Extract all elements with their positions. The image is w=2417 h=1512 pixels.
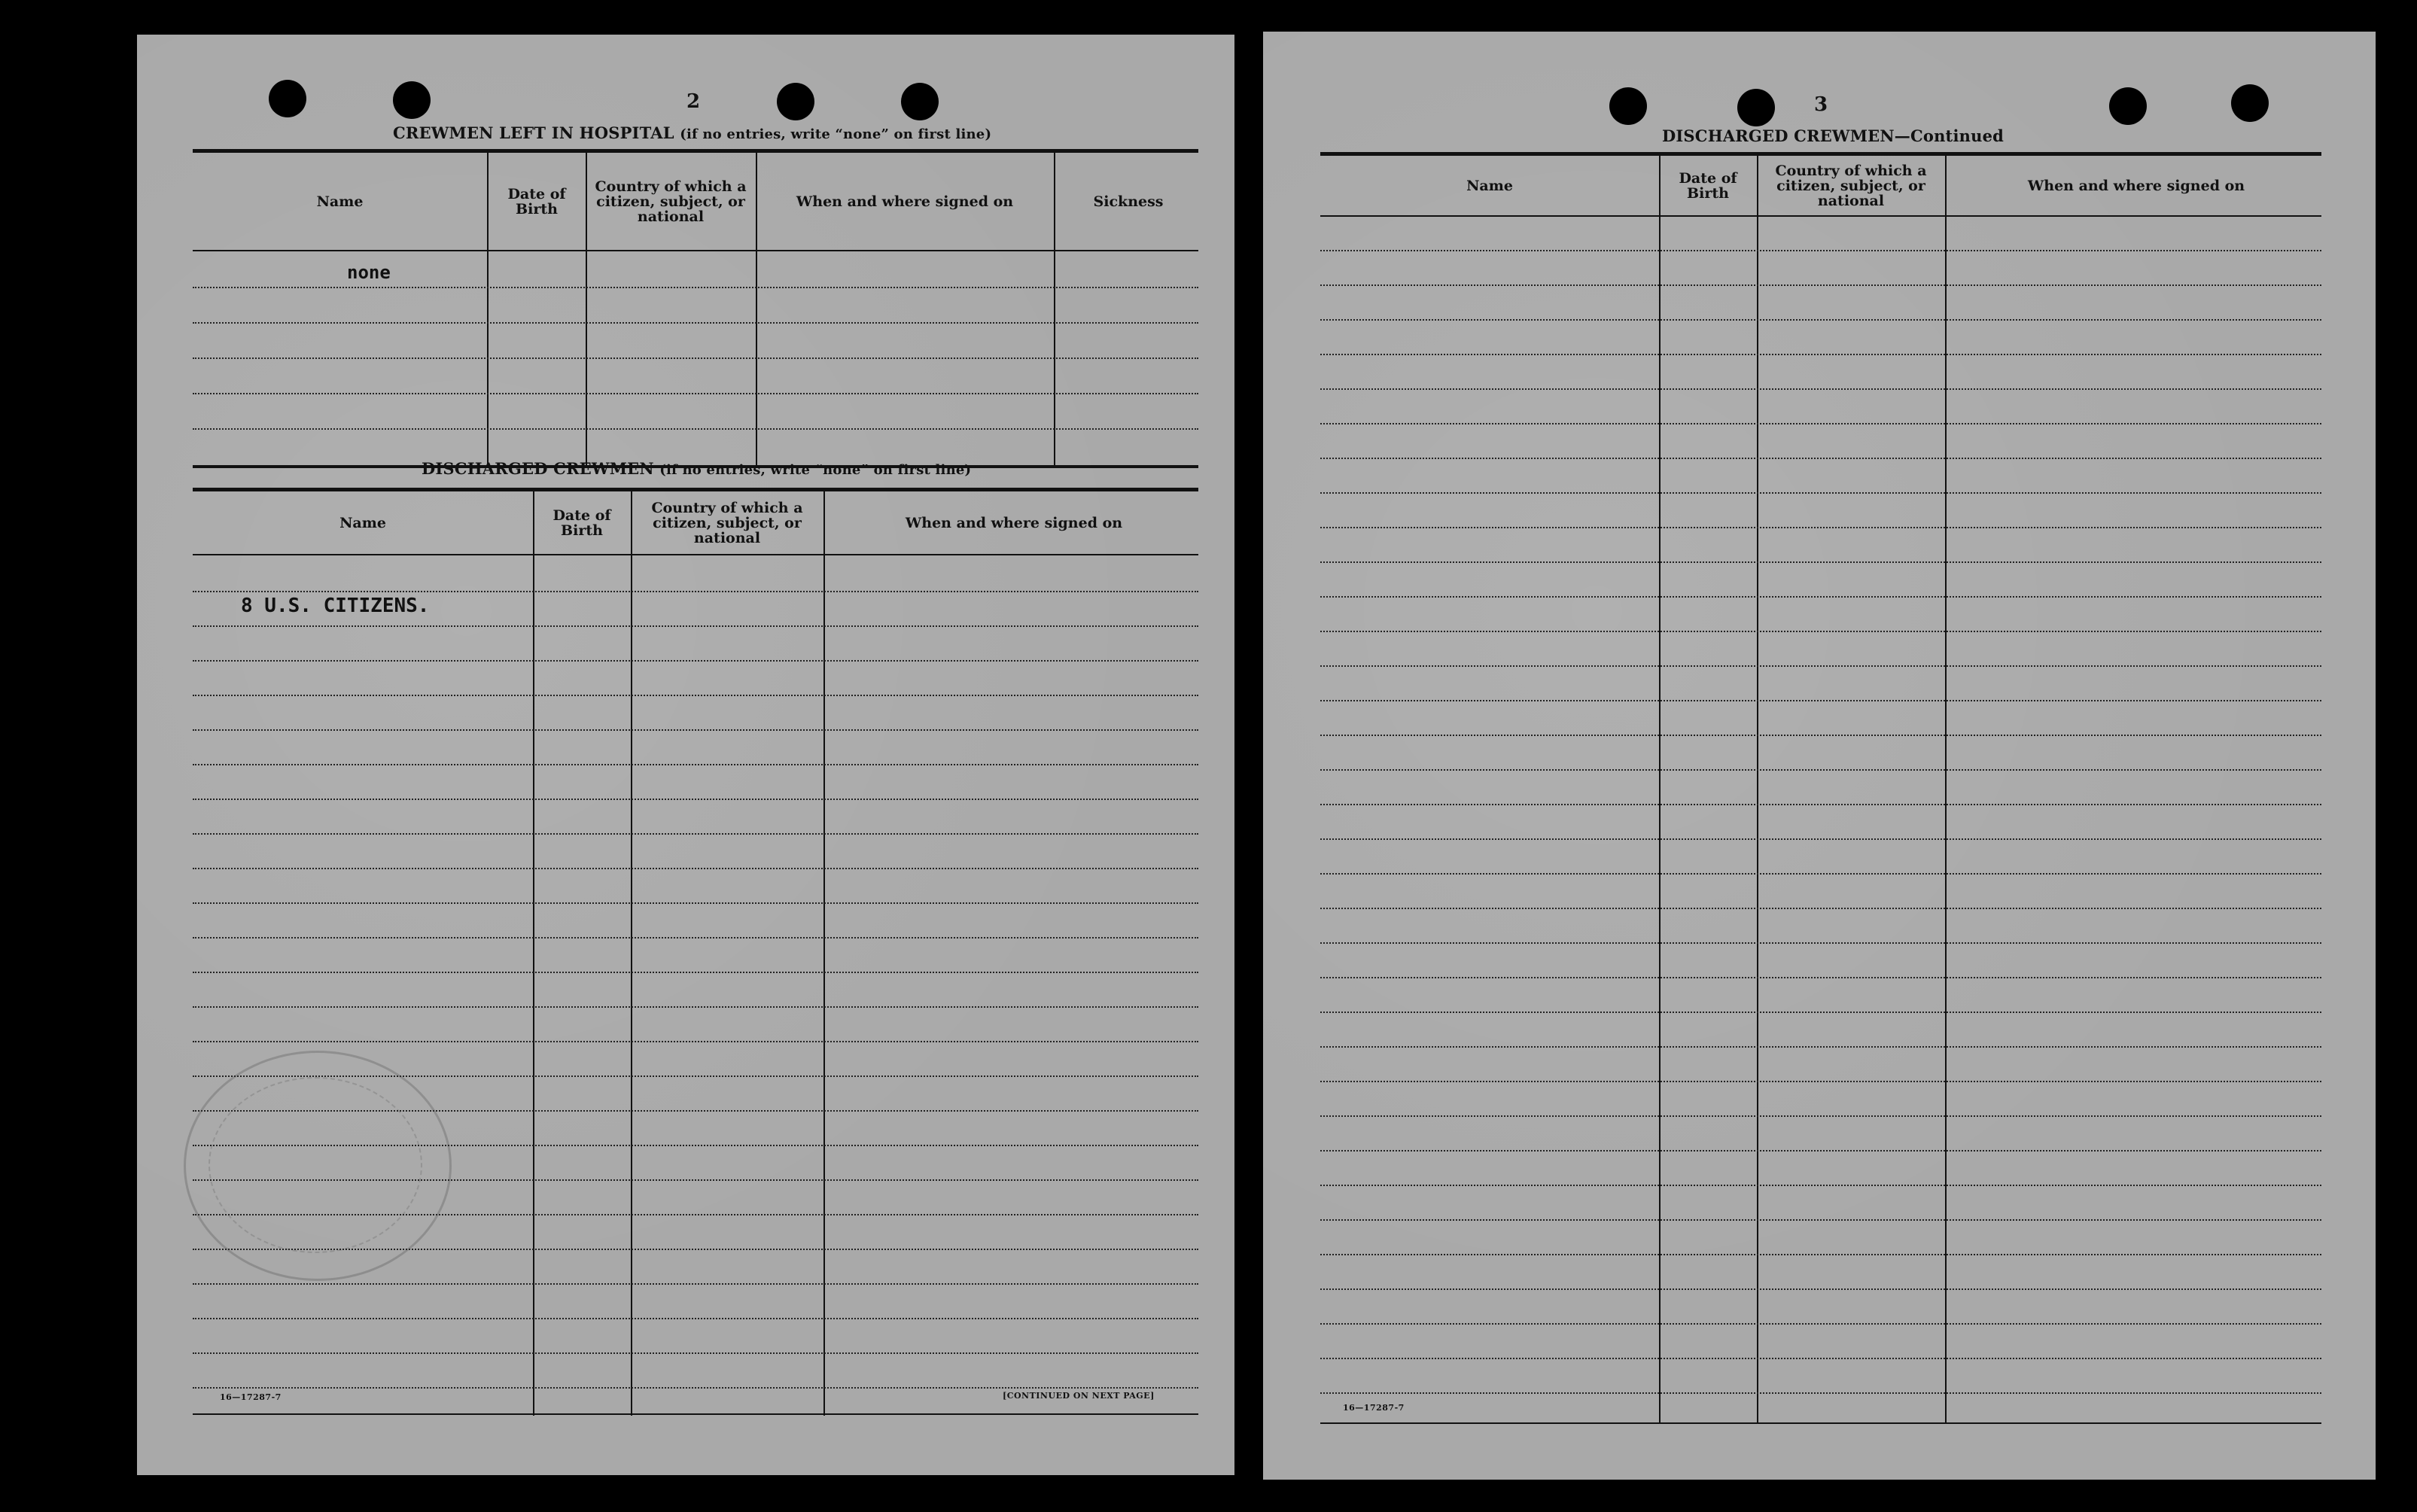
entry-line xyxy=(1320,838,2321,840)
faded-stamp-ring xyxy=(209,1077,422,1253)
entry-line xyxy=(1320,492,2321,494)
form-number: 16—17287-7 xyxy=(1343,1403,1405,1413)
column-header-date-of-birth: Date of Birth xyxy=(507,185,566,218)
form-number: 16—17287-7 xyxy=(220,1392,282,1402)
column-header-date-of-birth: Date of Birth xyxy=(1679,169,1737,202)
entry-line xyxy=(193,972,1198,973)
discharged-entry: 8 U.S. CITIZENS. xyxy=(241,595,430,617)
entry-line xyxy=(1320,596,2321,598)
column-divider xyxy=(823,491,825,1416)
header-bottom-rule xyxy=(193,554,1198,555)
entry-line xyxy=(1320,284,2321,286)
entry-line xyxy=(193,1006,1198,1008)
hospital-section-title xyxy=(393,123,991,142)
punch-hole xyxy=(2109,87,2147,125)
entry-line xyxy=(193,902,1198,904)
column-header-name: Name xyxy=(339,514,386,531)
entry-line xyxy=(193,764,1198,765)
entry-line xyxy=(1320,804,2321,805)
entry-line xyxy=(1320,527,2321,528)
entry-line xyxy=(193,695,1198,696)
column-divider xyxy=(631,491,632,1416)
column-divider xyxy=(487,153,489,467)
entry-line xyxy=(193,322,1198,324)
entry-line xyxy=(1320,1254,2321,1255)
column-header-signed-on: When and where signed on xyxy=(796,193,1014,210)
table-bottom-rule xyxy=(1320,1422,2321,1424)
column-header-sickness: Sickness xyxy=(1093,193,1164,210)
column-header-country: Country of which a citizen, subject, or national xyxy=(651,499,803,546)
column-header-date-of-birth: Date of Birth xyxy=(553,507,611,539)
entry-line xyxy=(1320,561,2321,563)
hospital-instruction: (if no entries, write “none” on first line) xyxy=(680,126,992,142)
entry-line xyxy=(193,393,1198,394)
page-number: 3 xyxy=(1814,93,1828,116)
column-divider xyxy=(1659,156,1661,1423)
entry-line xyxy=(1320,908,2321,909)
entry-line xyxy=(1320,1288,2321,1290)
entry-line xyxy=(193,428,1198,430)
continued-note: [CONTINUED ON NEXT PAGE] xyxy=(1003,1391,1155,1401)
entry-line xyxy=(1320,1358,2321,1359)
entry-line xyxy=(1320,977,2321,978)
column-divider xyxy=(1757,156,1758,1423)
column-header-country: Country of which a citizen, subject, or national xyxy=(1775,162,1927,209)
discharged-title-text: DISCHARGED CREWMEN xyxy=(422,459,654,478)
column-header-country: Country of which a citizen, subject, or national xyxy=(595,178,747,225)
entry-line xyxy=(1320,1115,2321,1117)
entry-line xyxy=(1320,873,2321,875)
punch-hole xyxy=(777,83,814,120)
entry-line xyxy=(1320,1392,2321,1394)
entry-line xyxy=(193,1352,1198,1354)
entry-line xyxy=(1320,700,2321,701)
entry-line xyxy=(193,868,1198,869)
column-header-name: Name xyxy=(1466,177,1513,194)
column-divider xyxy=(586,153,587,467)
entry-line xyxy=(1320,769,2321,771)
hospital-entry: none xyxy=(347,262,391,283)
punch-hole xyxy=(393,81,431,119)
column-divider xyxy=(1945,156,1947,1423)
punch-hole xyxy=(1609,87,1647,125)
column-header-signed-on: When and where signed on xyxy=(2027,177,2245,194)
punch-hole xyxy=(269,80,306,117)
entry-line xyxy=(1320,1046,2321,1048)
column-divider xyxy=(533,491,534,1416)
hospital-table xyxy=(193,149,1198,471)
entry-line xyxy=(1320,354,2321,355)
entry-line xyxy=(1320,735,2321,736)
discharged-instruction: (if no entries, write “none” on first line) xyxy=(659,462,972,478)
discharged-continued-table xyxy=(1320,152,2321,1425)
entry-line xyxy=(193,1041,1198,1042)
column-header-signed-on: When and where signed on xyxy=(905,514,1123,531)
entry-line xyxy=(1320,631,2321,632)
entry-line xyxy=(193,799,1198,800)
entry-line xyxy=(193,625,1198,627)
entry-line xyxy=(193,1283,1198,1285)
entry-line xyxy=(193,1318,1198,1319)
entry-line xyxy=(193,937,1198,939)
table-bottom-rule xyxy=(193,1413,1198,1415)
entry-line xyxy=(1320,423,2321,424)
entry-line xyxy=(1320,250,2321,251)
entry-line xyxy=(193,1387,1198,1389)
left-page xyxy=(137,35,1234,1475)
column-header-name: Name xyxy=(316,193,364,210)
entry-line xyxy=(193,287,1198,288)
page-number: 2 xyxy=(686,90,701,113)
entry-line xyxy=(1320,1012,2321,1013)
header-bottom-rule xyxy=(1320,215,2321,217)
entry-line xyxy=(193,729,1198,731)
entry-line xyxy=(1320,665,2321,667)
entry-line xyxy=(1320,458,2321,459)
entry-line xyxy=(193,591,1198,592)
entry-line xyxy=(193,660,1198,662)
discharged-section-title xyxy=(422,459,971,478)
header-bottom-rule xyxy=(193,250,1198,251)
entry-line xyxy=(193,833,1198,835)
section-title: DISCHARGED CREWMEN—Continued xyxy=(1662,126,2005,145)
punch-hole xyxy=(2231,84,2269,122)
entry-line xyxy=(1320,1185,2321,1186)
entry-line xyxy=(1320,1150,2321,1151)
entry-line xyxy=(1320,1081,2321,1082)
column-divider xyxy=(756,153,757,467)
column-divider xyxy=(1054,153,1055,467)
entry-line xyxy=(1320,1323,2321,1325)
punch-hole xyxy=(901,83,939,120)
entry-line xyxy=(1320,942,2321,944)
entry-line xyxy=(1320,319,2321,321)
entry-line xyxy=(1320,1219,2321,1221)
entry-line xyxy=(1320,388,2321,390)
hospital-title-text: CREWMEN LEFT IN HOSPITAL xyxy=(393,123,674,142)
punch-hole xyxy=(1737,89,1775,126)
entry-line xyxy=(193,357,1198,359)
right-page xyxy=(1263,32,2376,1480)
